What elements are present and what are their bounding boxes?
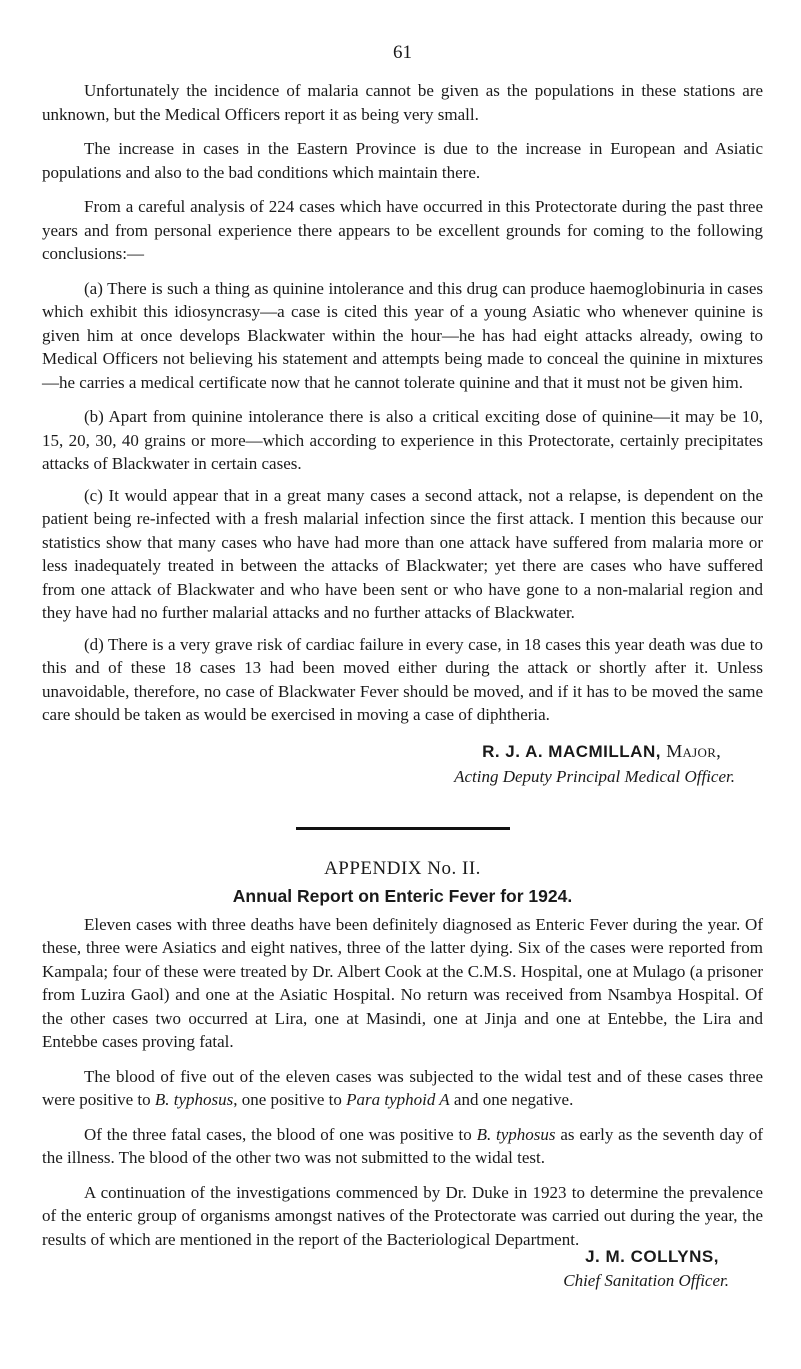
signature-block-collyns — [42, 1245, 729, 1293]
appendix-heading: APPENDIX No. II. — [324, 857, 481, 879]
conclusion-a: (a) There is such a thing as quinine intolerance and this drug can produce haemoglobinuria in cases which exhibit this idiosyncrasy—a case is cited this year of a young Asiatic who whenever quinine is given him at once develops Blackwater within the hour—he has had eight attacks already, owing to Medical Officers not believing his statement and attempts being made to conceal the quinine in mixtures—he carries a medical certificate now that he cannot tolerate quinine and that it must not be given him. — [42, 278, 763, 392]
signature-rank: Major, — [666, 740, 721, 761]
section-divider — [296, 827, 510, 830]
paragraph-widal-test: The blood of five out of the eleven cases was subjected to the widal test and of these cases three were positive to B. typhosus, one positive to Para typhoid A and one negative. — [42, 1066, 763, 1109]
conclusion-b: (b) Apart from quinine intolerance there is also a critical exciting dose of quinine—it may be 10, 15, 20, 30, 40 grains or more—which according to experience in this Protectorate, certainly precipitates attacks of Blackwater in certain cases. — [42, 407, 763, 473]
paragraph-fatal-cases: Of the three fatal cases, the blood of one was positive to B. typhosus as early as the seventh day of the illness. The blood of the other two was not submitted to the widal test. — [42, 1124, 764, 1167]
signature-block-macmillan — [42, 739, 735, 789]
conclusion-c: (c) It would appear that in a great many cases a second attack, not a relapse, is dependent on the patient being re-infected with a fresh malarial infection since the first attack. I mention this because our statistics show that many cases who have had more than one attack have suffered from malaria more or less inadequately treated in between the attacks of Blackwater; yet there are cases who have suffered from one attack of Blackwater and who have been sent or who have gone to a non-malarial region and they have had no further malarial attacks and no further attacks of Blackwater. — [42, 485, 763, 622]
signature-title: Acting Deputy Principal Medical Officer. — [454, 766, 735, 786]
signature-name-collyns: J. M. COLLYNS, — [585, 1247, 719, 1266]
paragraph-enteric-cases: Eleven cases with three deaths have been definitely diagnosed as Enteric Fever during the year. Of these, three were Asiatics and eight natives, three of the latter dying. Six of the cases were reported from Kampala; four of these were treated by Dr. Albert Cook at the C.M.S. Hospital, one at Mulago (a prisoner from Luzira Gaol) and one at the Asiatic Hospital. No return was received from Nsambya Hospital. Of the other cases two occurred at Lira, one at Masindi, one at Jinja and one at Entebbe, the Lira and Entebbe cases proving fatal. — [42, 914, 763, 1051]
paragraph-eastern-province: The increase in cases in the Eastern Province is due to the increase in European and Asiatic populations and also to the bad conditions which maintain there. — [42, 139, 763, 182]
page-number: 61 — [393, 42, 412, 63]
paragraph-investigations: A continuation of the investigations commenced by Dr. Duke in 1923 to determine the prevalence of the enteric group of organisms amongst natives of the Protectorate was carried out during the year, the results of which are mentioned in the report of the Bacteriological Department. — [42, 1182, 763, 1249]
signature-name: R. J. A. MACMILLAN, Major, — [482, 740, 721, 761]
paragraph-analysis: From a careful analysis of 224 cases which have occurred in this Protectorate during the past three years and from personal experience there appears to be excellent grounds for coming to the following conclusions:— — [42, 197, 763, 263]
paragraph-malaria-incidence: Unfortunately the incidence of malaria cannot be given as the populations in these stations are unknown, but the Medical Officers report it as being very small. — [42, 81, 763, 124]
report-title: Annual Report on Enteric Fever for 1924. — [232, 885, 573, 906]
conclusion-d: (d) There is a very grave risk of cardiac failure in every case, in 18 cases this year death was due to this and of these 18 cases 13 had been moved either during the attack or shortly after it. Unless unavoidable, therefore, no case of Blackwater Fever should be moved, and if it has to be moved the same care should be taken as would be exercised in moving a case of diphtheria. — [42, 634, 763, 724]
signature-title-collyns: Chief Sanitation Officer. — [563, 1271, 729, 1290]
